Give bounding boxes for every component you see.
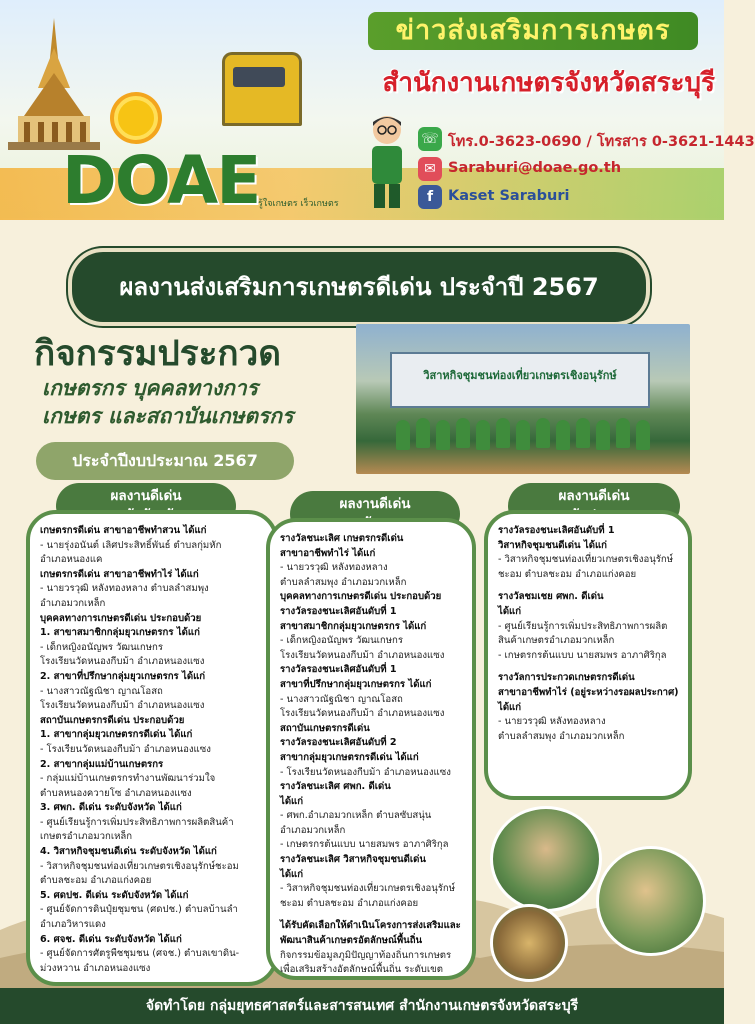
column-line: อำเภอวิหารแดง	[40, 919, 106, 931]
column-line: - โรงเรียนวัดหนองกีบม้า อำเภอหนองแซง	[40, 743, 211, 755]
column-line: - ศูนย์จัดการศัตรูพืชชุมชน (ศจช.) ตำบลเขาดิน-	[40, 948, 240, 960]
column-line: - โรงเรียนวัดหนองกีบม้า อำเภอหนองแซง	[280, 766, 451, 778]
column-line: - เกษตรกรต้นแบบ นายสมพร อาภาศิริกุล	[498, 649, 667, 661]
column-line: เพื่อเสริมสร้างอัตลักษณ์พื้นถิ่น ระดับเขต	[280, 964, 443, 976]
activity-subtitle-2: เกษตร และสถาบันเกษตรกร	[42, 404, 294, 428]
column-line: รางวัลการประกวดเกษตรกรดีเด่น	[498, 672, 635, 684]
column-line: บุคคลทางการเกษตรดีเด่น ประกอบด้วย	[40, 612, 202, 624]
facebook-text[interactable]: Kaset Saraburi	[448, 188, 570, 204]
column-line: ชะอม ตำบลชะอม อำเภอแก่งคอย	[280, 897, 419, 909]
column-line: - วิสาหกิจชุมชนท่องเที่ยวเกษตรเชิงอนุรักษ์ชะอม	[40, 860, 239, 872]
column-line: วิสาหกิจชุมชนดีเด่น ได้แก่	[498, 539, 607, 551]
pagoda-illustration	[8, 18, 100, 150]
column-line: 6. ศจช. ดีเด่น ระดับจังหวัด ได้แก่	[40, 933, 182, 945]
column-line: - วิสาหกิจชุมชนท่องเที่ยวเกษตรเชิงอนุรักษ์	[498, 554, 674, 566]
column-regional	[266, 518, 476, 980]
budget-year-pill: ประจำปีงบประมาณ 2567	[36, 442, 294, 480]
column-line: อำเภอมวกเหล็ก	[40, 597, 106, 609]
column-line: รางวัลรองชนะเลิศอันดับที่ 1	[280, 605, 397, 617]
column-line: เกษตรอำเภอมวกเหล็ก	[40, 831, 133, 843]
column-line: - นายวรวุฒิ หลังทองหลาง ตำบลลำสมพุง	[40, 583, 209, 595]
column-line: รางวัลรองชนะเลิศอันดับที่ 2	[280, 737, 397, 749]
column-line: - ศพก.อำเภอมวกเหล็ก ตำบลซับสนุ่น	[280, 810, 432, 822]
farmer-photo-2	[596, 846, 706, 956]
phone-icon: ☏	[418, 127, 442, 151]
column-line: สถาบันเกษตรกรดีเด่น ประกอบด้วย	[40, 714, 185, 726]
train-window	[233, 67, 285, 87]
phone-text: โทร.0-3623-0690 / โทรสาร 0-3621-1443	[448, 134, 755, 150]
column-line: เกษตรกรดีเด่น สาขาอาชีพทำสวน ได้แก่	[40, 525, 207, 536]
farmer-photo-1	[490, 806, 602, 912]
column-line: - นายรุ่งอนันต์ เลิศประสิทธิ์พันธ์ ตำบลกุ่มหัก	[40, 539, 222, 551]
column-line: 2. สาขากลุ่มแม่บ้านเกษตรกร	[40, 758, 164, 770]
column-line: สาขาที่ปรึกษากลุ่มยุวเกษตรกร ได้แก่	[280, 678, 432, 690]
column-line: - ศูนย์เรียนรู้การเพิ่มประสิทธิภาพการผลิตสินค้า	[40, 816, 234, 828]
brand-title: ข่าวส่งเสริมการเกษตร	[368, 12, 698, 50]
column-line: โรงเรียนวัดหนองกีบม้า อำเภอหนองแซง	[40, 700, 205, 712]
column-line: - นายวรวุฒิ หลังทองหลาง	[280, 562, 388, 574]
column-line: ตำบลลำสมพุง อำเภอมวกเหล็ก	[498, 730, 625, 742]
column-line: - นางสาวณัฐณิชา ญาณโอสถ	[40, 685, 163, 697]
farmer-photo-3	[490, 904, 568, 982]
column-line	[280, 911, 464, 919]
column-line: ได้แก่	[498, 605, 522, 617]
column-line: สาขากลุ่มยุวเกษตรกรดีเด่น ได้แก่	[280, 751, 419, 763]
column-line: อำเภอหนองแค	[40, 554, 103, 566]
column-head-line: ผลงานดีเด่น	[110, 488, 182, 504]
column-line: - นางสาวณัฐณิชา ญาณโอสถ	[280, 693, 403, 705]
column-line: ม่วงหวาน อำเภอหนองแซง	[40, 962, 151, 974]
column-line: 3. ศพก. ดีเด่น ระดับจังหวัด ได้แก่	[40, 802, 182, 814]
column-line: รางวัลชนะเลิศ วิสาหกิจชุมชนดีเด่น	[280, 854, 426, 866]
column-line: ได้แก่	[280, 868, 304, 880]
column-line: อำเภอมวกเหล็ก	[280, 824, 346, 836]
column-line: 1. สาขาสมาชิกกลุ่มยุวเกษตรกร ได้แก่	[40, 627, 200, 639]
doae-logo: DOAE	[62, 142, 260, 219]
column-line: - ศูนย์เรียนรู้การเพิ่มประสิทธิภาพการผลิต	[498, 620, 668, 632]
headline-banner: ผลงานส่งเสริมการเกษตรดีเด่น ประจำปี 2567	[68, 248, 650, 326]
column-line: - เด็กหญิงอนัญพร วัฒนเกษกร	[40, 641, 164, 653]
sunflower-icon	[114, 96, 158, 140]
column-head-line: ผลงานดีเด่น	[339, 496, 411, 512]
column-line: รางวัลชนะเลิศ ศพก. ดีเด่น	[280, 781, 391, 793]
column-line	[498, 582, 680, 590]
header-banner	[0, 0, 755, 219]
column-line: สาขาอาชีพทำไร่ (อยู่ระหว่างรอผลประกาศ)	[498, 686, 679, 698]
column-line: สาขาสมาชิกกลุ่มยุวเกษตรกร ได้แก่	[280, 620, 427, 632]
email-contact[interactable]	[424, 160, 622, 177]
column-national	[484, 510, 692, 800]
column-line: กิจกรรมข้อมูลภูมิปัญญาท้องถิ่นการเกษตร	[280, 949, 452, 961]
column-line: - ศูนย์จัดการดินปุ๋ยชุมชน (ศดปช.) ตำบลบ้านลำ	[40, 904, 238, 916]
column-line: สถาบันเกษตรกรดีเด่น	[280, 722, 370, 734]
column-line: สินค้าเกษตรอำเภอมวกเหล็ก	[498, 635, 615, 647]
column-line: 2. สาขาที่ปรึกษากลุ่มยุวเกษตรกร ได้แก่	[40, 670, 206, 682]
group-photo	[356, 324, 690, 474]
facebook-contact[interactable]	[426, 188, 570, 205]
column-head-line: ผลงานดีเด่น	[558, 488, 630, 504]
column-line: โรงเรียนวัดหนองกีบม้า อำเภอหนองแซง	[280, 708, 445, 720]
column-line: รางวัลชนะเลิศ เกษตรกรดีเด่น	[280, 533, 404, 544]
column-line: - เกษตรกรต้นแบบ นายสมพร อาภาศิริกุล	[280, 839, 449, 851]
email-text[interactable]: Saraburi@doae.go.th	[448, 160, 622, 176]
column-line: - กลุ่มแม่บ้านเกษตรกรทำงานพัฒนาร่วมใจ	[40, 773, 216, 785]
event-banner	[390, 352, 650, 408]
column-line: ได้แก่	[498, 701, 522, 713]
phone-contact	[421, 130, 755, 153]
logo-subtitle: รู้ใจเกษตร เร็วเกษตร	[258, 199, 339, 209]
column-line: - เด็กหญิงอนัญพร วัฒนเกษกร	[280, 635, 404, 647]
activity-title: กิจกรรมประกวด	[34, 334, 281, 374]
column-line: พัฒนาสินค้าเกษตรอัตลักษณ์พื้นถิ่น	[280, 935, 423, 947]
column-line: ได้รับคัดเลือกให้ดำเนินโครงการส่งเสริมและ	[280, 920, 461, 932]
event-banner-title: วิสาหกิจชุมชนท่องเที่ยวเกษตรเชิงอนุรักษ์	[423, 369, 617, 382]
column-line: โรงเรียนวัดหนองกีบม้า อำเภอหนองแซง	[280, 649, 445, 661]
train-illustration	[222, 52, 302, 126]
column-line: โรงเรียนวัดหนองกีบม้า อำเภอหนองแซง	[40, 656, 205, 668]
column-provincial	[26, 510, 278, 986]
column-line: ตำบลลำสมพุง อำเภอมวกเหล็ก	[280, 576, 407, 588]
column-line: - นายวรวุฒิ หลังทองหลาง	[498, 716, 606, 728]
column-line: ตำบลชะอม อำเภอแก่งคอย	[40, 875, 152, 887]
column-line: ตำบลหนองควายโซ อำเภอหนองแซง	[40, 787, 192, 799]
column-line: ชะอม ตำบลชะอม อำเภอแก่งคอย	[498, 568, 637, 580]
column-line: บุคคลทางการเกษตรดีเด่น ประกอบด้วย	[280, 591, 442, 603]
column-line: สาขาอาชีพทำไร่ ได้แก่	[280, 547, 376, 559]
footer: จัดทำโดย กลุ่มยุทธศาสตร์และสารสนเทศ สำนักงานเกษตรจังหวัดสระบุรี	[0, 988, 724, 1024]
column-line: รางวัลรองชนะเลิศอันดับที่ 1	[498, 525, 615, 536]
column-line: 1. สาขากลุ่มยุวเกษตรกรดีเด่น ได้แก่	[40, 729, 193, 741]
column-line: - วิสาหกิจชุมชนท่องเที่ยวเกษตรเชิงอนุรักษ์	[280, 883, 456, 895]
office-name: สำนักงานเกษตรจังหวัดสระบุรี	[382, 68, 715, 98]
column-line: รางวัลรองชนะเลิศอันดับที่ 1	[280, 664, 397, 676]
activity-subtitle-1: เกษตรกร บุคคลทางการ	[42, 376, 258, 400]
column-line: 4. วิสาหกิจชุมชนดีเด่น ระดับจังหวัด ได้แก่	[40, 846, 217, 858]
column-line: เกษตรกรดีเด่น สาขาอาชีพทำไร่ ได้แก่	[40, 568, 199, 580]
column-line	[498, 663, 680, 671]
column-line: รางวัลชมเชย ศพก. ดีเด่น	[498, 591, 604, 603]
facebook-icon: f	[418, 185, 442, 209]
farmer-mascot-icon	[362, 112, 412, 212]
column-line: 5. ศดปช. ดีเด่น ระดับจังหวัด ได้แก่	[40, 889, 189, 901]
column-line: ได้แก่	[280, 795, 304, 807]
email-icon: ✉	[418, 157, 442, 181]
